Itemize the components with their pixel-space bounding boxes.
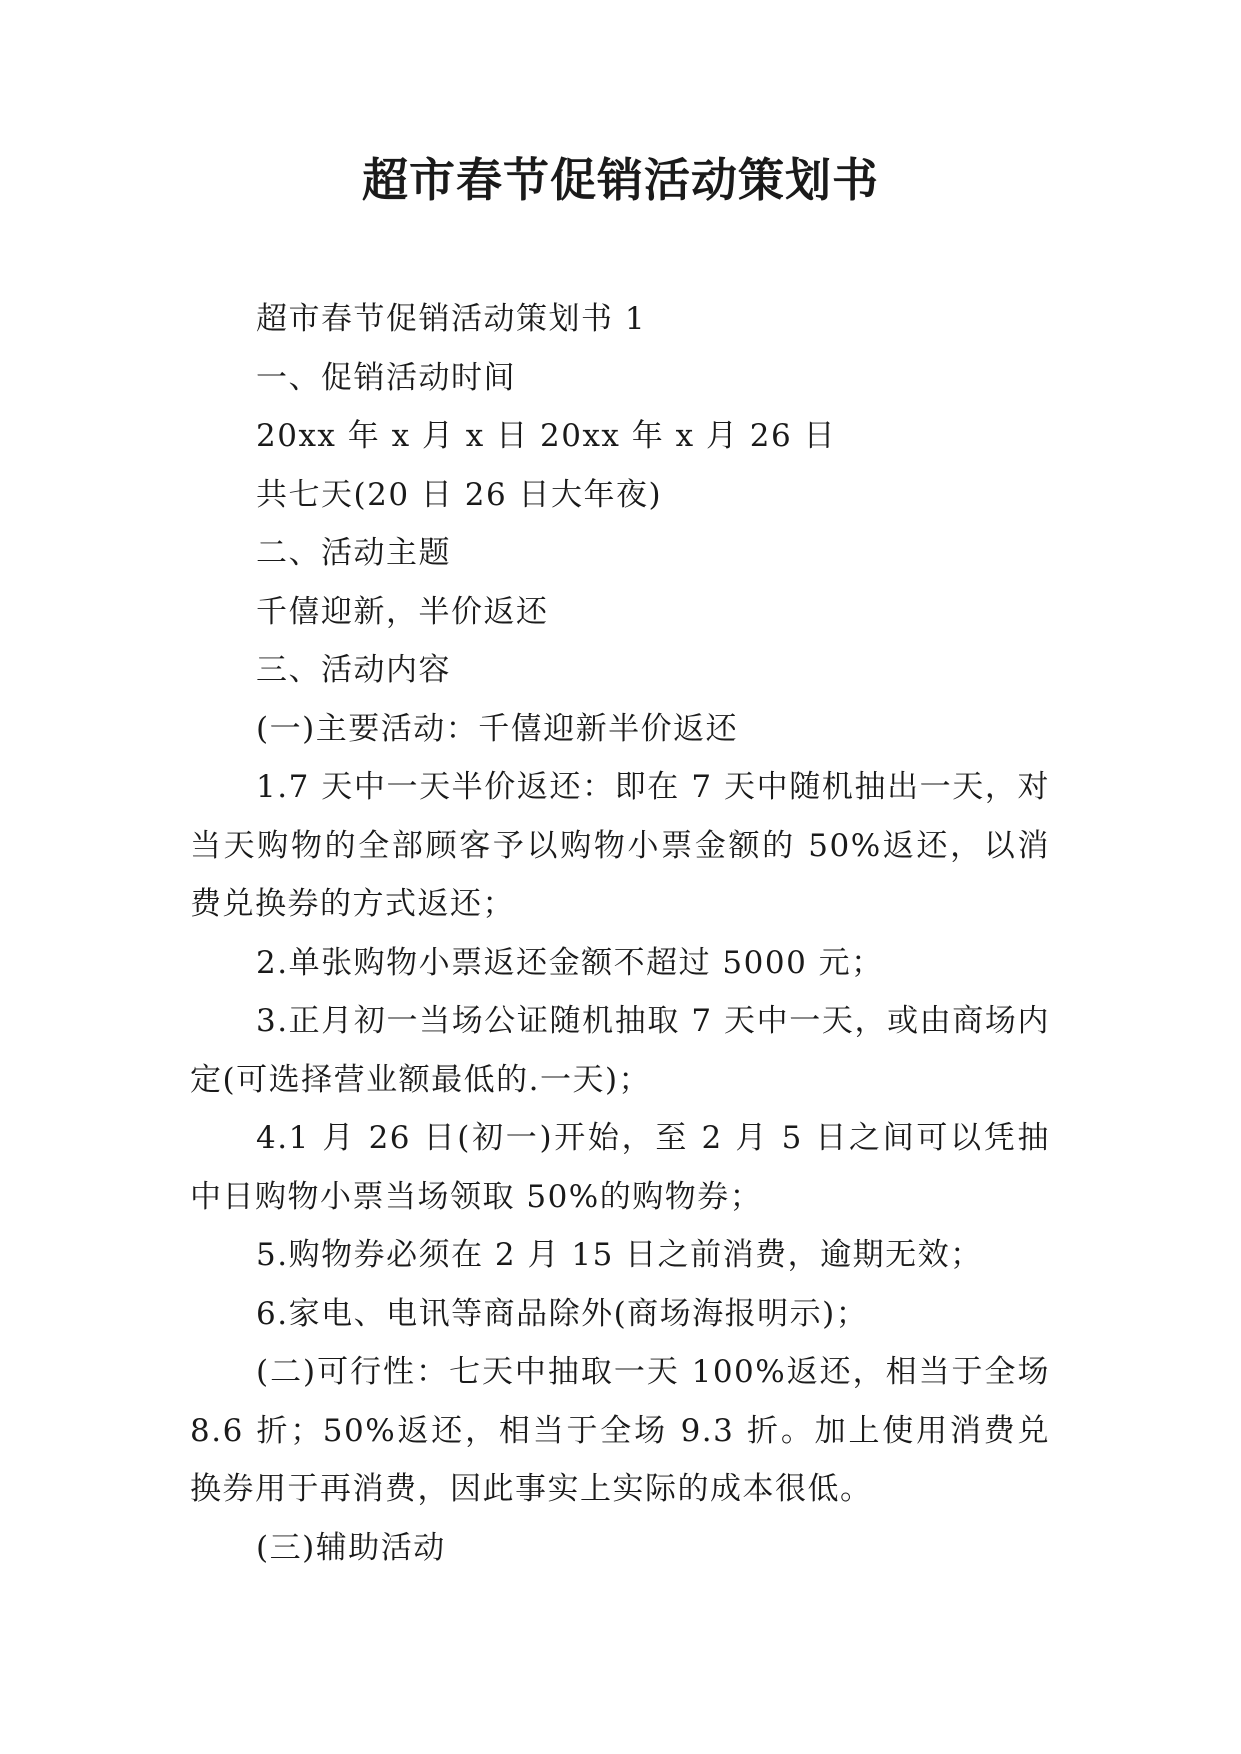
subheading-auxiliary-activity: (三)辅助活动 xyxy=(256,1529,446,1566)
paragraph-subtitle: 超市春节促销活动策划书 1 xyxy=(256,301,647,337)
paragraph-theme: 千僖迎新，半价返还 xyxy=(256,593,549,630)
list-item-4: 4.1 月 26 日(初一)开始，至 2 月 5 日之间可以凭抽中日购物小票当场领取 50%的购物券； xyxy=(190,1120,1050,1215)
list-item-5: 5.购物券必须在 2 月 15 日之前消费，逾期无效； xyxy=(256,1237,983,1273)
list-item-2: 2.单张购物小票返还金额不超过 5000 元； xyxy=(256,944,884,981)
document-body xyxy=(190,290,1050,1577)
list-item-3: 3.正月初一当场公证随机抽取 7 天中一天，或由商场内定(可选择营业额最低的.一天)； xyxy=(190,1003,1050,1098)
section-heading-time: 一、促销活动时间 xyxy=(256,359,516,396)
section-heading-theme: 二、活动主题 xyxy=(256,535,451,571)
paragraph-feasibility: (二)可行性：七天中抽取一天 100%返还，相当于全场 8.6 折；50%返还，相当于全场 9.3 折。加上使用消费兑换券用于再消费，因此事实上实际的成本很低。 xyxy=(190,1354,1050,1507)
subheading-main-activity: (一)主要活动：千僖迎新半价返还 xyxy=(256,710,739,747)
document-title: 超市春节促销活动策划书 xyxy=(362,153,879,207)
list-item-1: 1.7 天中一天半价返还：即在 7 天中随机抽出一天，对当天购物的全部顾客予以购物小票金额的 50%返还，以消费兑换券的方式返还； xyxy=(190,769,1050,922)
section-heading-content: 三、活动内容 xyxy=(256,652,451,688)
list-item-6: 6.家电、电讯等商品除外(商场海报明示)； xyxy=(256,1295,869,1332)
paragraph-duration: 共七天(20 日 26 日大年夜) xyxy=(256,476,663,513)
paragraph-date-range: 20xx 年 x 月 x 日 20xx 年 x 月 26 日 xyxy=(256,418,837,454)
